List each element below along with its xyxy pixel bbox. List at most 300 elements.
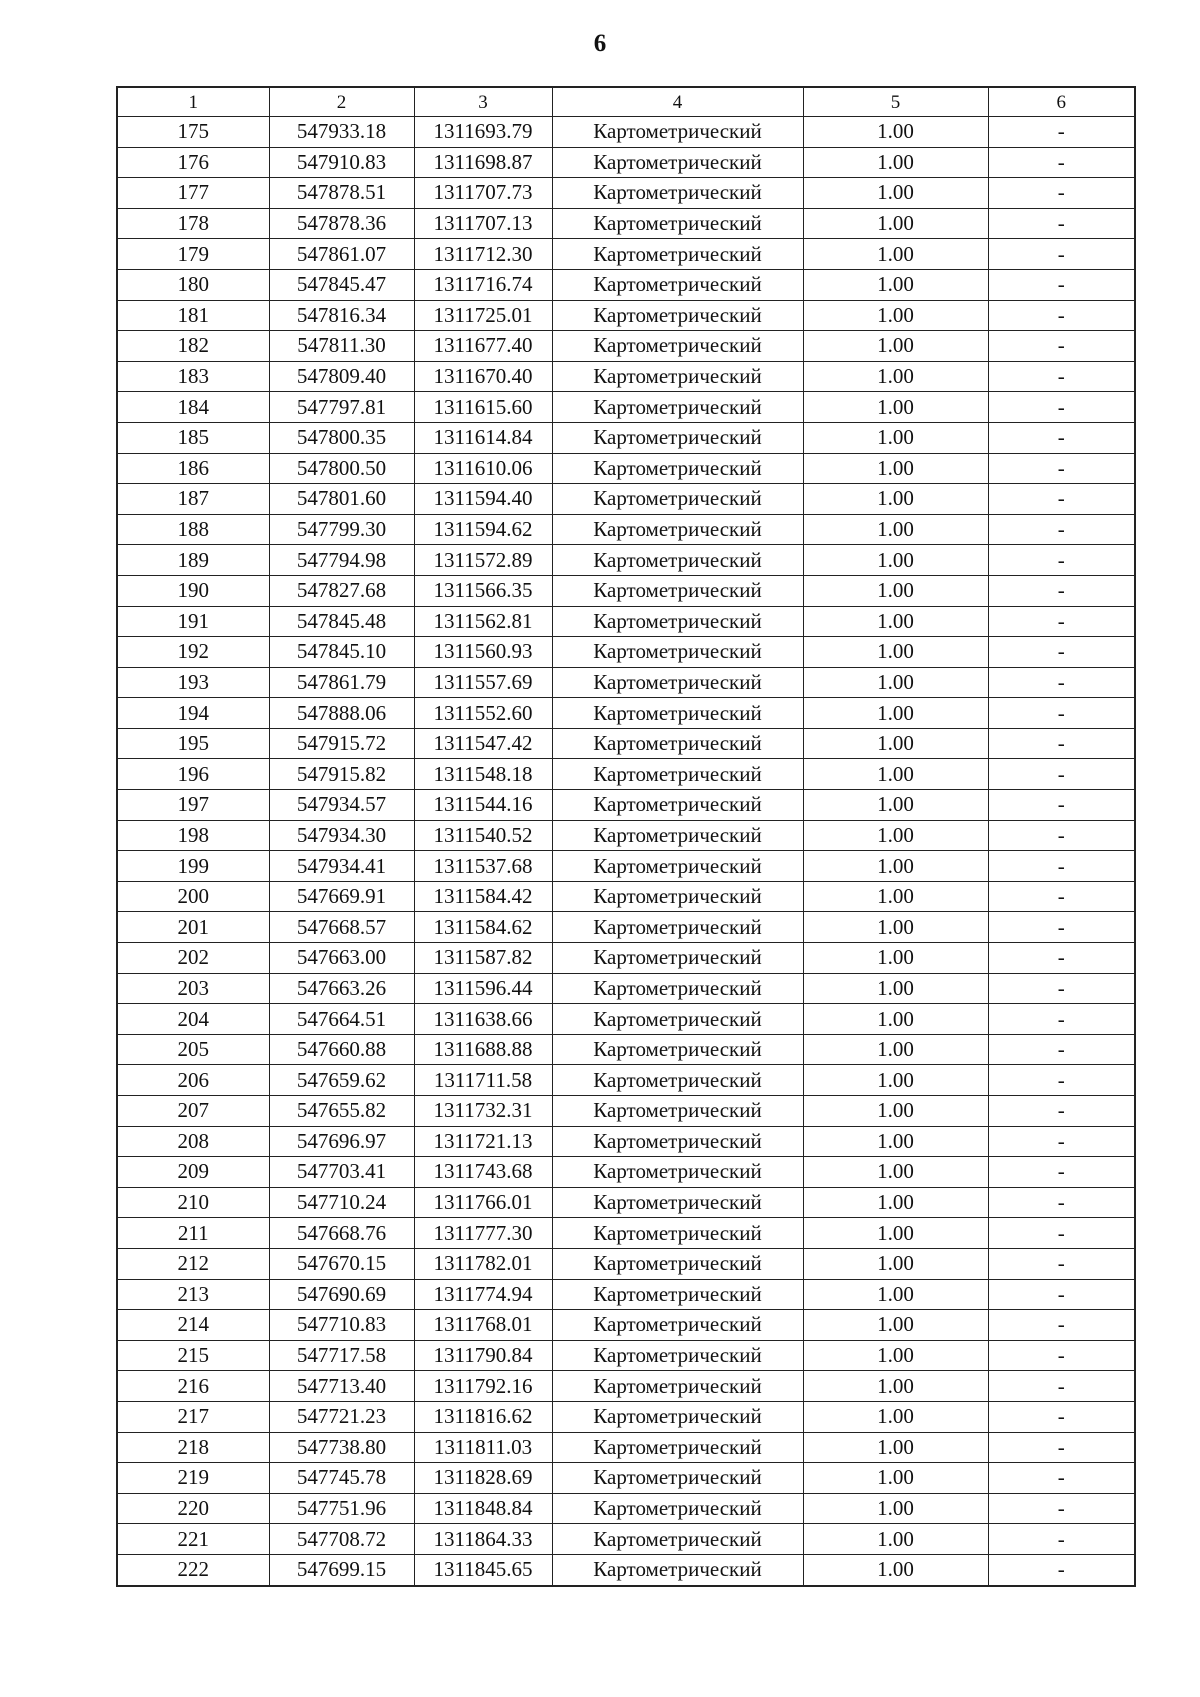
point-number-cell: 189 — [117, 545, 269, 576]
accuracy-cell: 1.00 — [803, 943, 988, 974]
table-row — [117, 912, 1135, 943]
description-cell: - — [988, 484, 1135, 515]
description-cell: - — [988, 759, 1135, 790]
table-row — [117, 300, 1135, 331]
y-coordinate-cell: 1311537.68 — [414, 851, 552, 882]
method-cell: Картометрический — [552, 1126, 803, 1157]
accuracy-cell: 1.00 — [803, 1554, 988, 1585]
point-number-cell: 200 — [117, 881, 269, 912]
method-cell: Картометрический — [552, 117, 803, 148]
x-coordinate-cell: 547663.26 — [269, 973, 414, 1004]
y-coordinate-cell: 1311615.60 — [414, 392, 552, 423]
accuracy-cell: 1.00 — [803, 1310, 988, 1341]
x-coordinate-cell: 547660.88 — [269, 1034, 414, 1065]
point-number-cell: 193 — [117, 667, 269, 698]
table-row — [117, 973, 1135, 1004]
y-coordinate-cell: 1311845.65 — [414, 1554, 552, 1585]
description-cell: - — [988, 667, 1135, 698]
point-number-cell: 195 — [117, 728, 269, 759]
method-cell: Картометрический — [552, 1157, 803, 1188]
point-number-cell: 176 — [117, 147, 269, 178]
point-number-cell: 209 — [117, 1157, 269, 1188]
accuracy-cell: 1.00 — [803, 1524, 988, 1555]
table-row — [117, 1310, 1135, 1341]
y-coordinate-cell: 1311594.62 — [414, 514, 552, 545]
method-cell: Картометрический — [552, 514, 803, 545]
x-coordinate-cell: 547794.98 — [269, 545, 414, 576]
method-cell: Картометрический — [552, 1034, 803, 1065]
table-row — [117, 943, 1135, 974]
description-cell: - — [988, 1126, 1135, 1157]
y-coordinate-cell: 1311548.18 — [414, 759, 552, 790]
point-number-cell: 199 — [117, 851, 269, 882]
method-cell: Картометрический — [552, 1340, 803, 1371]
column-header-6: 6 — [988, 87, 1135, 117]
x-coordinate-cell: 547845.47 — [269, 269, 414, 300]
point-number-cell: 206 — [117, 1065, 269, 1096]
table-row — [117, 1463, 1135, 1494]
point-number-cell: 220 — [117, 1493, 269, 1524]
y-coordinate-cell: 1311677.40 — [414, 331, 552, 362]
accuracy-cell: 1.00 — [803, 1401, 988, 1432]
x-coordinate-cell: 547816.34 — [269, 300, 414, 331]
description-cell: - — [988, 881, 1135, 912]
table-row — [117, 208, 1135, 239]
accuracy-cell: 1.00 — [803, 1493, 988, 1524]
y-coordinate-cell: 1311596.44 — [414, 973, 552, 1004]
point-number-cell: 204 — [117, 1004, 269, 1035]
point-number-cell: 215 — [117, 1340, 269, 1371]
y-coordinate-cell: 1311614.84 — [414, 422, 552, 453]
x-coordinate-cell: 547800.50 — [269, 453, 414, 484]
point-number-cell: 207 — [117, 1096, 269, 1127]
accuracy-cell: 1.00 — [803, 698, 988, 729]
method-cell: Картометрический — [552, 1371, 803, 1402]
y-coordinate-cell: 1311766.01 — [414, 1187, 552, 1218]
accuracy-cell: 1.00 — [803, 208, 988, 239]
x-coordinate-cell: 547745.78 — [269, 1463, 414, 1494]
x-coordinate-cell: 547801.60 — [269, 484, 414, 515]
method-cell: Картометрический — [552, 1463, 803, 1494]
point-number-cell: 178 — [117, 208, 269, 239]
description-cell: - — [988, 514, 1135, 545]
accuracy-cell: 1.00 — [803, 1187, 988, 1218]
y-coordinate-cell: 1311698.87 — [414, 147, 552, 178]
table-row — [117, 1340, 1135, 1371]
table-row — [117, 331, 1135, 362]
table-row — [117, 1493, 1135, 1524]
table-row — [117, 178, 1135, 209]
method-cell: Картометрический — [552, 759, 803, 790]
table-row — [117, 606, 1135, 637]
description-cell: - — [988, 1310, 1135, 1341]
table-row — [117, 147, 1135, 178]
description-cell: - — [988, 239, 1135, 270]
method-cell: Картометрический — [552, 300, 803, 331]
x-coordinate-cell: 547934.30 — [269, 820, 414, 851]
x-coordinate-cell: 547934.57 — [269, 790, 414, 821]
table-row — [117, 269, 1135, 300]
point-number-cell: 211 — [117, 1218, 269, 1249]
accuracy-cell: 1.00 — [803, 637, 988, 668]
description-cell: - — [988, 545, 1135, 576]
table-row — [117, 820, 1135, 851]
x-coordinate-cell: 547809.40 — [269, 361, 414, 392]
y-coordinate-cell: 1311828.69 — [414, 1463, 552, 1494]
x-coordinate-cell: 547915.72 — [269, 728, 414, 759]
description-cell: - — [988, 851, 1135, 882]
description-cell: - — [988, 637, 1135, 668]
table-row — [117, 1187, 1135, 1218]
point-number-cell: 196 — [117, 759, 269, 790]
accuracy-cell: 1.00 — [803, 269, 988, 300]
point-number-cell: 194 — [117, 698, 269, 729]
method-cell: Картометрический — [552, 1401, 803, 1432]
description-cell: - — [988, 1157, 1135, 1188]
point-number-cell: 213 — [117, 1279, 269, 1310]
method-cell: Картометрический — [552, 239, 803, 270]
accuracy-cell: 1.00 — [803, 1157, 988, 1188]
point-number-cell: 217 — [117, 1401, 269, 1432]
accuracy-cell: 1.00 — [803, 300, 988, 331]
table-row — [117, 575, 1135, 606]
x-coordinate-cell: 547861.07 — [269, 239, 414, 270]
x-coordinate-cell: 547668.76 — [269, 1218, 414, 1249]
point-number-cell: 203 — [117, 973, 269, 1004]
y-coordinate-cell: 1311777.30 — [414, 1218, 552, 1249]
description-cell: - — [988, 1096, 1135, 1127]
description-cell: - — [988, 728, 1135, 759]
x-coordinate-cell: 547655.82 — [269, 1096, 414, 1127]
description-cell: - — [988, 178, 1135, 209]
table-row — [117, 1065, 1135, 1096]
table-row — [117, 1157, 1135, 1188]
x-coordinate-cell: 547751.96 — [269, 1493, 414, 1524]
description-cell: - — [988, 912, 1135, 943]
y-coordinate-cell: 1311670.40 — [414, 361, 552, 392]
point-number-cell: 190 — [117, 575, 269, 606]
x-coordinate-cell: 547878.51 — [269, 178, 414, 209]
point-number-cell: 179 — [117, 239, 269, 270]
y-coordinate-cell: 1311790.84 — [414, 1340, 552, 1371]
accuracy-cell: 1.00 — [803, 331, 988, 362]
method-cell: Картометрический — [552, 208, 803, 239]
y-coordinate-cell: 1311544.16 — [414, 790, 552, 821]
x-coordinate-cell: 547811.30 — [269, 331, 414, 362]
y-coordinate-cell: 1311732.31 — [414, 1096, 552, 1127]
x-coordinate-cell: 547721.23 — [269, 1401, 414, 1432]
description-cell: - — [988, 1524, 1135, 1555]
table-row — [117, 759, 1135, 790]
table-row — [117, 1034, 1135, 1065]
y-coordinate-cell: 1311707.13 — [414, 208, 552, 239]
y-coordinate-cell: 1311774.94 — [414, 1279, 552, 1310]
column-header-4: 4 — [552, 87, 803, 117]
y-coordinate-cell: 1311725.01 — [414, 300, 552, 331]
table-row — [117, 117, 1135, 148]
table-row — [117, 851, 1135, 882]
table-row — [117, 881, 1135, 912]
x-coordinate-cell: 547696.97 — [269, 1126, 414, 1157]
accuracy-cell: 1.00 — [803, 575, 988, 606]
table-row — [117, 1401, 1135, 1432]
table-row — [117, 1524, 1135, 1555]
x-coordinate-cell: 547659.62 — [269, 1065, 414, 1096]
y-coordinate-cell: 1311638.66 — [414, 1004, 552, 1035]
method-cell: Картометрический — [552, 575, 803, 606]
table-row — [117, 1554, 1135, 1585]
point-number-cell: 180 — [117, 269, 269, 300]
method-cell: Картометрический — [552, 1524, 803, 1555]
table-header — [117, 87, 1135, 117]
point-number-cell: 208 — [117, 1126, 269, 1157]
accuracy-cell: 1.00 — [803, 881, 988, 912]
description-cell: - — [988, 1034, 1135, 1065]
y-coordinate-cell: 1311716.74 — [414, 269, 552, 300]
method-cell: Картометрический — [552, 147, 803, 178]
method-cell: Картометрический — [552, 1493, 803, 1524]
y-coordinate-cell: 1311816.62 — [414, 1401, 552, 1432]
method-cell: Картометрический — [552, 851, 803, 882]
description-cell: - — [988, 820, 1135, 851]
method-cell: Картометрический — [552, 453, 803, 484]
table-row — [117, 484, 1135, 515]
x-coordinate-cell: 547690.69 — [269, 1279, 414, 1310]
x-coordinate-cell: 547800.35 — [269, 422, 414, 453]
y-coordinate-cell: 1311566.35 — [414, 575, 552, 606]
description-cell: - — [988, 361, 1135, 392]
description-cell: - — [988, 269, 1135, 300]
accuracy-cell: 1.00 — [803, 1126, 988, 1157]
accuracy-cell: 1.00 — [803, 239, 988, 270]
x-coordinate-cell: 547663.00 — [269, 943, 414, 974]
point-number-cell: 184 — [117, 392, 269, 423]
table-row — [117, 667, 1135, 698]
method-cell: Картометрический — [552, 331, 803, 362]
accuracy-cell: 1.00 — [803, 851, 988, 882]
y-coordinate-cell: 1311557.69 — [414, 667, 552, 698]
x-coordinate-cell: 547664.51 — [269, 1004, 414, 1035]
method-cell: Картометрический — [552, 392, 803, 423]
x-coordinate-cell: 547670.15 — [269, 1248, 414, 1279]
y-coordinate-cell: 1311540.52 — [414, 820, 552, 851]
description-cell: - — [988, 1340, 1135, 1371]
x-coordinate-cell: 547910.83 — [269, 147, 414, 178]
point-number-cell: 221 — [117, 1524, 269, 1555]
table-row — [117, 698, 1135, 729]
y-coordinate-cell: 1311721.13 — [414, 1126, 552, 1157]
y-coordinate-cell: 1311560.93 — [414, 637, 552, 668]
y-coordinate-cell: 1311594.40 — [414, 484, 552, 515]
y-coordinate-cell: 1311562.81 — [414, 606, 552, 637]
description-cell: - — [988, 1371, 1135, 1402]
accuracy-cell: 1.00 — [803, 790, 988, 821]
y-coordinate-cell: 1311547.42 — [414, 728, 552, 759]
point-number-cell: 181 — [117, 300, 269, 331]
y-coordinate-cell: 1311782.01 — [414, 1248, 552, 1279]
description-cell: - — [988, 575, 1135, 606]
description-cell: - — [988, 422, 1135, 453]
accuracy-cell: 1.00 — [803, 1096, 988, 1127]
y-coordinate-cell: 1311688.88 — [414, 1034, 552, 1065]
method-cell: Картометрический — [552, 1065, 803, 1096]
point-number-cell: 186 — [117, 453, 269, 484]
point-number-cell: 201 — [117, 912, 269, 943]
header-row — [117, 87, 1135, 117]
y-coordinate-cell: 1311584.62 — [414, 912, 552, 943]
description-cell: - — [988, 1554, 1135, 1585]
table-row — [117, 514, 1135, 545]
x-coordinate-cell: 547845.10 — [269, 637, 414, 668]
description-cell: - — [988, 790, 1135, 821]
accuracy-cell: 1.00 — [803, 147, 988, 178]
accuracy-cell: 1.00 — [803, 1279, 988, 1310]
method-cell: Картометрический — [552, 1218, 803, 1249]
accuracy-cell: 1.00 — [803, 1218, 988, 1249]
method-cell: Картометрический — [552, 1554, 803, 1585]
point-number-cell: 212 — [117, 1248, 269, 1279]
method-cell: Картометрический — [552, 943, 803, 974]
accuracy-cell: 1.00 — [803, 912, 988, 943]
y-coordinate-cell: 1311811.03 — [414, 1432, 552, 1463]
accuracy-cell: 1.00 — [803, 1034, 988, 1065]
description-cell: - — [988, 331, 1135, 362]
point-number-cell: 187 — [117, 484, 269, 515]
y-coordinate-cell: 1311584.42 — [414, 881, 552, 912]
accuracy-cell: 1.00 — [803, 728, 988, 759]
y-coordinate-cell: 1311707.73 — [414, 178, 552, 209]
table-row — [117, 545, 1135, 576]
x-coordinate-cell: 547934.41 — [269, 851, 414, 882]
accuracy-cell: 1.00 — [803, 1004, 988, 1035]
table-row — [117, 361, 1135, 392]
x-coordinate-cell: 547888.06 — [269, 698, 414, 729]
method-cell: Картометрический — [552, 667, 803, 698]
point-number-cell: 205 — [117, 1034, 269, 1065]
accuracy-cell: 1.00 — [803, 1248, 988, 1279]
description-cell: - — [988, 1493, 1135, 1524]
x-coordinate-cell: 547713.40 — [269, 1371, 414, 1402]
column-header-1: 1 — [117, 87, 269, 117]
table-row — [117, 422, 1135, 453]
accuracy-cell: 1.00 — [803, 667, 988, 698]
table-row — [117, 1004, 1135, 1035]
y-coordinate-cell: 1311743.68 — [414, 1157, 552, 1188]
y-coordinate-cell: 1311587.82 — [414, 943, 552, 974]
description-cell: - — [988, 392, 1135, 423]
method-cell: Картометрический — [552, 606, 803, 637]
table-row — [117, 1096, 1135, 1127]
x-coordinate-cell: 547708.72 — [269, 1524, 414, 1555]
point-number-cell: 188 — [117, 514, 269, 545]
method-cell: Картометрический — [552, 178, 803, 209]
point-number-cell: 183 — [117, 361, 269, 392]
point-number-cell: 191 — [117, 606, 269, 637]
accuracy-cell: 1.00 — [803, 117, 988, 148]
x-coordinate-cell: 547827.68 — [269, 575, 414, 606]
method-cell: Картометрический — [552, 1310, 803, 1341]
accuracy-cell: 1.00 — [803, 1340, 988, 1371]
method-cell: Картометрический — [552, 1248, 803, 1279]
x-coordinate-cell: 547933.18 — [269, 117, 414, 148]
description-cell: - — [988, 208, 1135, 239]
point-number-cell: 219 — [117, 1463, 269, 1494]
y-coordinate-cell: 1311768.01 — [414, 1310, 552, 1341]
method-cell: Картометрический — [552, 637, 803, 668]
x-coordinate-cell: 547699.15 — [269, 1554, 414, 1585]
method-cell: Картометрический — [552, 881, 803, 912]
table-row — [117, 1218, 1135, 1249]
method-cell: Картометрический — [552, 912, 803, 943]
accuracy-cell: 1.00 — [803, 1432, 988, 1463]
accuracy-cell: 1.00 — [803, 973, 988, 1004]
point-number-cell: 222 — [117, 1554, 269, 1585]
table-row — [117, 728, 1135, 759]
description-cell: - — [988, 1463, 1135, 1494]
x-coordinate-cell: 547717.58 — [269, 1340, 414, 1371]
description-cell: - — [988, 698, 1135, 729]
method-cell: Картометрический — [552, 422, 803, 453]
description-cell: - — [988, 117, 1135, 148]
accuracy-cell: 1.00 — [803, 820, 988, 851]
accuracy-cell: 1.00 — [803, 453, 988, 484]
accuracy-cell: 1.00 — [803, 1065, 988, 1096]
point-number-cell: 197 — [117, 790, 269, 821]
description-cell: - — [988, 1004, 1135, 1035]
method-cell: Картометрический — [552, 361, 803, 392]
point-number-cell: 182 — [117, 331, 269, 362]
table-row — [117, 239, 1135, 270]
x-coordinate-cell: 547710.24 — [269, 1187, 414, 1218]
coordinates-table — [116, 86, 1136, 1587]
table-row — [117, 1371, 1135, 1402]
accuracy-cell: 1.00 — [803, 422, 988, 453]
method-cell: Картометрический — [552, 1096, 803, 1127]
accuracy-cell: 1.00 — [803, 484, 988, 515]
method-cell: Картометрический — [552, 973, 803, 1004]
method-cell: Картометрический — [552, 1279, 803, 1310]
x-coordinate-cell: 547861.79 — [269, 667, 414, 698]
description-cell: - — [988, 300, 1135, 331]
point-number-cell: 175 — [117, 117, 269, 148]
column-header-5: 5 — [803, 87, 988, 117]
x-coordinate-cell: 547710.83 — [269, 1310, 414, 1341]
description-cell: - — [988, 1401, 1135, 1432]
point-number-cell: 210 — [117, 1187, 269, 1218]
accuracy-cell: 1.00 — [803, 759, 988, 790]
accuracy-cell: 1.00 — [803, 392, 988, 423]
y-coordinate-cell: 1311610.06 — [414, 453, 552, 484]
table-row — [117, 790, 1135, 821]
method-cell: Картометрический — [552, 269, 803, 300]
method-cell: Картометрический — [552, 820, 803, 851]
accuracy-cell: 1.00 — [803, 178, 988, 209]
description-cell: - — [988, 943, 1135, 974]
table-row — [117, 1126, 1135, 1157]
description-cell: - — [988, 147, 1135, 178]
accuracy-cell: 1.00 — [803, 1463, 988, 1494]
method-cell: Картометрический — [552, 1432, 803, 1463]
x-coordinate-cell: 547797.81 — [269, 392, 414, 423]
method-cell: Картометрический — [552, 790, 803, 821]
method-cell: Картометрический — [552, 545, 803, 576]
table-row — [117, 1432, 1135, 1463]
description-cell: - — [988, 973, 1135, 1004]
table-row — [117, 453, 1135, 484]
point-number-cell: 198 — [117, 820, 269, 851]
method-cell: Картометрический — [552, 698, 803, 729]
y-coordinate-cell: 1311711.58 — [414, 1065, 552, 1096]
